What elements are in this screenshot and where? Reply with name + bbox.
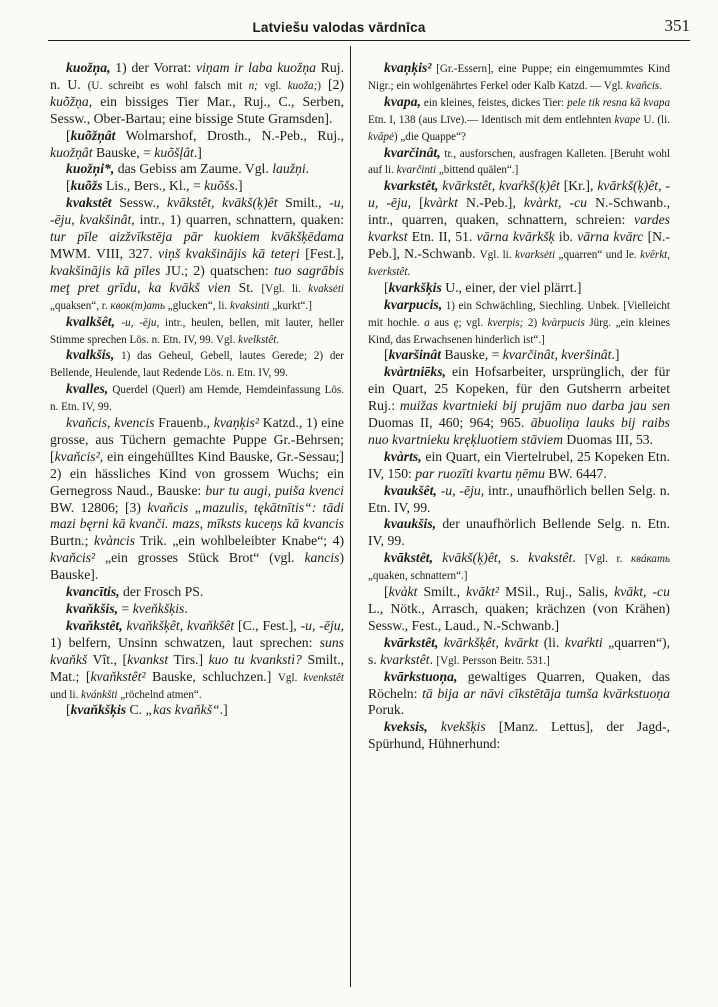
entry-text: kvakstêt (528, 550, 573, 566)
entry-text: tā bija ar nāvi cīkstētāja tumša kvārkstuoņa (422, 685, 670, 701)
dictionary-entry (368, 449, 670, 483)
entry-text: 2) (523, 316, 542, 329)
entry-text: Querdel (Querl) am Hemde, Hemdeinfassung Lös. n. Etn. IV, 99. (50, 384, 344, 414)
dictionary-entry (368, 669, 670, 720)
entry-text: Katzd., 1) eine grosse, aus Tüchern gemachte Puppe Gr.-Behrsen; [ (50, 415, 344, 464)
entry-text: JU.; 2) quatschen: (160, 262, 275, 278)
entry-text: -u, -ēju, kvakšinât, (50, 195, 345, 228)
dictionary-entry (50, 702, 344, 719)
entry-text: vārna kvārc (577, 229, 644, 245)
entry-text: kvekšķis (440, 719, 486, 735)
entry-text: kvarksėti (515, 248, 556, 261)
entry-text: Wolmarshof, Drosth., N.-Peb., Ruj., (115, 127, 344, 143)
entry-text: [N.-Peb.], N.-Schwanb. (368, 229, 670, 261)
entry-text: Bauske, = (441, 347, 503, 363)
entry-text: vārna kvārkšķ (476, 229, 555, 245)
entry-text: [2) (320, 76, 345, 92)
entry-text: n; (248, 79, 258, 92)
entry-text: 1) das Geheul, Gebell, lautes Gerede; 2) der Bellende, Heulende, laut Redende Lös. n. Etn. IV, 99. (50, 350, 344, 380)
entry-text: kvārkšķêt, kvārkt (443, 634, 539, 650)
entry-text: MWM. VIII, 327. (50, 245, 159, 261)
entry-text: pele tik resna kā kvapa (567, 96, 670, 109)
dictionary-entry (368, 280, 670, 297)
page-header (48, 14, 690, 40)
entry-text: [Vgl. li. (261, 282, 309, 295)
entry-text: [Gr.-Essern], eine Puppe; ein eingemummtes Kind Nigr.; ein wohlgenährtes Ferkel oder Kalb Katzd. — Vgl. (368, 63, 670, 92)
entry-headword: kvarkstêt, (384, 178, 439, 194)
entry-text: [ (384, 347, 389, 363)
dictionary-entry (368, 297, 670, 348)
entry-text: „röchelnd atmen“. (117, 688, 202, 701)
entry-text: [Manz. Lettus], der Jagd-, Spürhund, Hühnerhund: (368, 719, 670, 752)
dictionary-entry (50, 178, 344, 195)
entry-text: -u, -ēju, (121, 316, 160, 329)
entry-text: kvàrpucis (541, 316, 585, 329)
entry-text: (U. schreibt es wohl falsch mit (87, 79, 249, 92)
entry-text: ; vgl. (458, 316, 488, 329)
entry-text: .] (234, 178, 243, 194)
entry-text: laužņi (272, 161, 306, 177)
page-number: 351 (664, 16, 690, 35)
entry-text: [ (384, 584, 389, 600)
header-rule (48, 40, 690, 41)
entry-text: ein bissiges Tier Mar., Ruj., C., Serben, Sessw., Ober-Bartau; eine bissige Stute Gramsden]. (50, 93, 344, 126)
right-column (368, 60, 670, 753)
entry-text: U., einer, der viel plärrt.] (441, 279, 582, 295)
entry-text: ę (453, 316, 459, 329)
entry-text: .] (193, 144, 202, 160)
entry-text: Jürg. „ein kleines Kind, das Erwachsenen hinderlich ist“.] (368, 316, 670, 346)
entry-text: . (184, 601, 188, 616)
dictionary-entry (368, 483, 670, 517)
entry-text: muižas kvartnieki bij prujām nuo darba jau sen (399, 398, 670, 414)
entry-text: ) Bauske]. (50, 550, 344, 583)
dictionary-entry (368, 364, 670, 449)
entry-text: Trik. „ein wohlbeleibter Knabe“; 4) (135, 533, 345, 549)
entry-text: vgl. (257, 79, 288, 92)
running-head: Latviešu valodas vārdnīca (252, 20, 426, 35)
entry-text: 1) der Vorrat: (110, 60, 196, 75)
entry-text: „quarren“ und le. (555, 248, 641, 261)
entry-text: квок(т)ать (110, 299, 165, 312)
entry-text: Vgl. (277, 671, 304, 684)
entry-text: „quarren“), s. (368, 634, 671, 667)
entry-text: ib. (554, 229, 578, 245)
entry-headword: kuõžņât (70, 127, 116, 143)
entry-headword: kvancītis, (66, 584, 120, 600)
entry-text: kvākt² (466, 584, 500, 600)
entry-text: kvārkstêt, kvaŕkš(ķ)êt (442, 178, 560, 194)
entry-text: kvaňcis „mazulis, tękātnītis“: tādi mazi bęrni kā kvanči. mazs, mīksts kuceņs kā kvancis (50, 499, 344, 532)
entry-text: kvaņķis² (213, 415, 259, 431)
entry-text: .] (611, 347, 620, 363)
entry-text: [ (66, 702, 71, 718)
entry-text: kverpis; (487, 316, 524, 329)
entry-headword: kuõžs (70, 178, 103, 194)
entry-headword: kvaņķis² (384, 60, 432, 75)
dictionary-entry (50, 161, 344, 178)
dictionary-entry (50, 618, 344, 703)
entry-text: kancis (304, 550, 340, 566)
entry-text: kvākš(ķ)êt, (442, 550, 502, 566)
entry-headword: kvarčinât, (384, 144, 441, 160)
entry-headword: kvārkstêt, (384, 634, 439, 650)
dictionary-entry (368, 584, 670, 635)
entry-text: kvaňcis (625, 79, 660, 92)
entry-text: Duomas III, 53. (562, 431, 654, 447)
entry-text: intr., unaufhörlich bellen Selg. n. Etn. IV, 99. (368, 482, 670, 515)
dictionary-entry (50, 415, 344, 584)
entry-text: bur tu augi, puiša kvenci (205, 482, 344, 498)
entry-text: [ (411, 195, 424, 211)
dictionary-entry (368, 94, 670, 145)
entry-text: der unaufhörlich Bellende Selg. n. Etn. IV, 99. (368, 516, 670, 549)
entry-text: kuõšļât (154, 144, 194, 160)
entry-text: C. (126, 702, 146, 718)
entry-text: L., Nötk., Arrasch, quaken; krächzen (von Krähen) Sessw., Fest., Laud., N.-Schwanb.] (368, 601, 670, 633)
dictionary-entry (50, 195, 344, 313)
entry-text: [C., Fest.], (234, 617, 301, 633)
entry-headword: kvapa, (384, 93, 421, 109)
entry-text: kvape (614, 113, 641, 126)
entry-text: vardes kvarkst (368, 212, 670, 245)
entry-text: „ein grosses Stück Brot“ (vgl. (95, 550, 305, 566)
entry-text: intr., heulen, bellen, mit lauter, heller Stimme sprechen Lös. n. Etn. IV, 99. Vgl. (50, 316, 344, 346)
dictionary-entry (368, 516, 670, 550)
entry-text: kvarčinti (396, 164, 437, 177)
entry-headword: kvārkstuoņa, (384, 668, 458, 684)
entry-headword: kvaňkstêt, (66, 617, 123, 633)
entry-text: kvaksėti (308, 282, 345, 295)
entry-text: kveňkšķis (132, 601, 185, 616)
entry-text: „glucken“, li. (165, 299, 230, 312)
entry-text: N.-Schwanb., intr., quarren, quaken, schnattern, schreien: (368, 195, 670, 228)
entry-headword: kvalkšis, (66, 347, 115, 363)
entry-text: kvelkstêt (238, 333, 277, 346)
entry-text: kvàrkt (423, 195, 458, 211)
entry-text: Lis., Bers., Kl., = (102, 178, 205, 194)
left-column (50, 60, 344, 719)
entry-text: kvaksinti (230, 299, 270, 312)
entry-text: kvaňcis, (66, 415, 111, 431)
dictionary-entry (50, 601, 344, 618)
dictionary-entry (368, 719, 670, 753)
entry-text: MSil., Ruj., Salis, (499, 584, 615, 600)
entry-text: kvākstêt, kvākš(ķ)êt (166, 195, 278, 211)
entry-text: kuõšs (204, 178, 235, 194)
entry-text: [Vgl. Persson Beitr. 531.] (436, 654, 550, 667)
entry-text: kvākt, -cu (614, 584, 670, 600)
dictionary-entry (50, 128, 344, 162)
entry-text: s. (501, 550, 529, 566)
entry-text: tur pīle aizžvīkstēja pār kuokiem kvākšķēdama (50, 229, 344, 245)
entry-headword: kuožņi*, (66, 161, 115, 177)
entry-text: ein kleines, feistes, dickes Tier: (420, 96, 568, 109)
entry-text: BW. 6447. (544, 465, 607, 481)
entry-text: „quaken, schnattern“.] (368, 570, 468, 583)
entry-headword: kvaukšêt, (384, 482, 437, 498)
entry-text: intr., 1) quarren, schnattern, quaken: (134, 212, 344, 228)
entry-text: „bittend quälen“.] (436, 164, 519, 177)
entry-text: kuožņât (50, 144, 93, 160)
entry-text: Poruk. (368, 702, 405, 718)
entry-headword: kvarkšķis (388, 279, 442, 295)
entry-headword: kvàrtniēks, (384, 364, 446, 380)
entry-text: (li. (538, 634, 565, 650)
entry-text: kvakšinājis kā pīles (50, 262, 161, 278)
entry-text: 1) belfern, Unsinn schwatzen, laut sprechen: (50, 634, 320, 650)
entry-text: der Frosch PS. (119, 584, 204, 600)
entry-text: und li. (50, 688, 82, 701)
dictionary-entry (50, 60, 344, 128)
entry-text: . (407, 265, 411, 278)
entry-text: Etn. I, 138 (aus Līve).— Identisch mit dem entlehnten (368, 113, 615, 126)
entry-text: Vgl. li. (479, 248, 515, 261)
entry-text: ) „die Quappe“? (393, 130, 466, 143)
entry-text: Tirs.] (168, 651, 209, 667)
entry-text: kuõžņa, (50, 93, 93, 109)
entry-text: kvērkt, kverkstêt (368, 248, 670, 278)
entry-headword: kvalkšêt, (66, 313, 116, 329)
entry-text: 1) ein Schwächling, Siechling. Unbek. [Vielleicht mit hochle. (368, 299, 670, 329)
entry-text: kvarčinât, kveršinât (502, 347, 612, 363)
entry-text: kuo tu kvankstì? (208, 651, 302, 667)
entry-text: „kurkt“.] (269, 299, 312, 312)
entry-text (428, 719, 441, 734)
entry-text: квáкать (630, 553, 671, 566)
entry-headword: kvàrts, (384, 448, 422, 464)
dictionary-entry (368, 550, 670, 584)
entry-headword: kvaňkšķis (70, 702, 127, 718)
entry-text: . (572, 550, 585, 566)
entry-text: viņam ir laba kuožņa (196, 60, 317, 75)
entry-text: = (118, 601, 133, 616)
entry-text: Frauenb., (154, 415, 214, 431)
entry-text: .] (219, 702, 228, 718)
entry-text: Etn. II, 51. (407, 229, 477, 245)
dictionary-entry (368, 635, 670, 669)
entry-headword: kvākstêt, (384, 550, 434, 566)
entry-text: kvārkš(ķ)êt, -u, -ēju, (368, 178, 670, 211)
entry-text: kvaňcis² (54, 448, 100, 464)
entry-text: Vît., [ (87, 651, 128, 667)
entry-text: Bauske, = (92, 144, 155, 160)
entry-text: Bauske, schluchzen.] (145, 668, 278, 684)
entry-text: Smilt., (277, 195, 330, 211)
entry-text: U. (li. (640, 113, 670, 126)
entry-text: ābuoliņa lauks bij raibs nuo kvartnieku kręķluotiem stāviem (368, 415, 671, 447)
entry-text: kvaňcis² (50, 550, 96, 566)
entry-text: Smilt., Mat.; [ (50, 651, 344, 684)
entry-text: Ruj. n. U. (50, 60, 344, 92)
entry-headword: kvalles, (66, 381, 109, 397)
entry-text: ) (317, 79, 321, 92)
entry-text: kvánkšti (81, 688, 118, 701)
entry-text: kvaŕkti (564, 634, 603, 650)
entry-text: , ein eingehülltes Kind Bauske, Gr.-Sessau;] 2) ein hässliches Kind von grossem Wuchs; ein Gernegross Naud., Bauske: (50, 448, 344, 498)
entry-text: a (424, 316, 430, 329)
entry-text: [Fest.], (299, 245, 344, 261)
entry-headword: kuožņa, (66, 60, 111, 75)
entry-text: kvenkstêt (303, 671, 344, 684)
entry-text: kvaňkstêt² (90, 668, 146, 684)
entry-text: [ (66, 178, 71, 194)
entry-text: Smilt., (417, 584, 467, 600)
entry-text: . (429, 651, 437, 667)
entry-text: „quaksen“, r. (50, 299, 111, 312)
entry-text: kvāpė (368, 130, 394, 143)
entry-text: . (276, 333, 280, 346)
entry-text: gewaltiges Quarren, Quaken, das Röcheln: (368, 668, 670, 701)
entry-headword: kvaňkšis, (66, 601, 119, 616)
entry-text: tuo sagrābis meţ pret grīdu, ka kvākš vien (50, 262, 345, 295)
dictionary-entry (368, 178, 670, 279)
entry-text: N.-Peb.], (457, 195, 524, 211)
entry-text: „kas kvaňkš“ (145, 702, 220, 718)
entry-text: kvaňkšķêt, kvaňkšêt (126, 617, 235, 633)
entry-text: [Kr.], (559, 178, 598, 194)
entry-text: aus (429, 316, 454, 329)
entry-headword: kveksis, (384, 719, 428, 735)
entry-text: kvarkstêt (380, 651, 430, 667)
dictionary-entry (50, 381, 344, 415)
entry-text: [ (384, 279, 389, 295)
entry-text: suns kvaňkš (50, 634, 344, 667)
entry-text: [Vgl. r. (584, 553, 631, 566)
entry-text: kvencis (114, 415, 155, 431)
entry-text: Sessw., (111, 195, 167, 211)
entry-headword: kvaršinât (388, 347, 442, 363)
dictionary-entry (368, 145, 670, 179)
entry-text: ein Quart, ein Viertelrubel, 25 Kopeken Etn. IV, 150: (368, 448, 670, 481)
entry-text: . (305, 161, 310, 177)
entry-text: das Gebiss am Zaume. Vgl. (114, 161, 273, 177)
entry-text: kuoža; (287, 79, 318, 92)
entry-headword: kvakstêt (66, 195, 112, 211)
entry-text: viņš kvakšinājis kā teteŗi (158, 245, 300, 261)
dictionary-entry (50, 347, 344, 381)
entry-text: St. (230, 279, 262, 295)
entry-text: kvàncis (93, 533, 135, 549)
entry-text (433, 550, 442, 565)
entry-text: [ (66, 127, 71, 143)
dictionary-entry (50, 314, 344, 348)
entry-headword: kvaukšis, (384, 516, 437, 532)
entry-text: tr., ausforschen, ausfragen Kalleten. [Beruht wohl auf li. (368, 147, 670, 177)
entry-text: Burtn.; (50, 533, 94, 549)
entry-text: Duomas II, 460; 964; 965. (368, 415, 531, 431)
entry-headword: kvarpucis, (384, 296, 443, 312)
dictionary-entry (50, 584, 344, 601)
entry-text: ein Hofsarbeiter, ursprünglich, der für ein Quart, 25 Kopeken, für den Gutsherrn arbeitet Ruj.: (368, 364, 670, 414)
entry-text: kvankst (127, 651, 169, 667)
entry-text: kvàrkt, -cu (523, 195, 588, 211)
entry-text: par ruozīti kvartu ņēmu (415, 465, 545, 481)
dictionary-entry (368, 347, 670, 364)
entry-text: -u, -ēju, (300, 617, 345, 633)
entry-text: kvàkt (388, 584, 418, 600)
column-divider (350, 46, 351, 987)
entry-text: -u, -ēju, (440, 482, 485, 498)
entry-text: . (659, 79, 663, 92)
entry-text: BW. 12806; [3) (50, 499, 148, 515)
dictionary-entry (368, 60, 670, 94)
